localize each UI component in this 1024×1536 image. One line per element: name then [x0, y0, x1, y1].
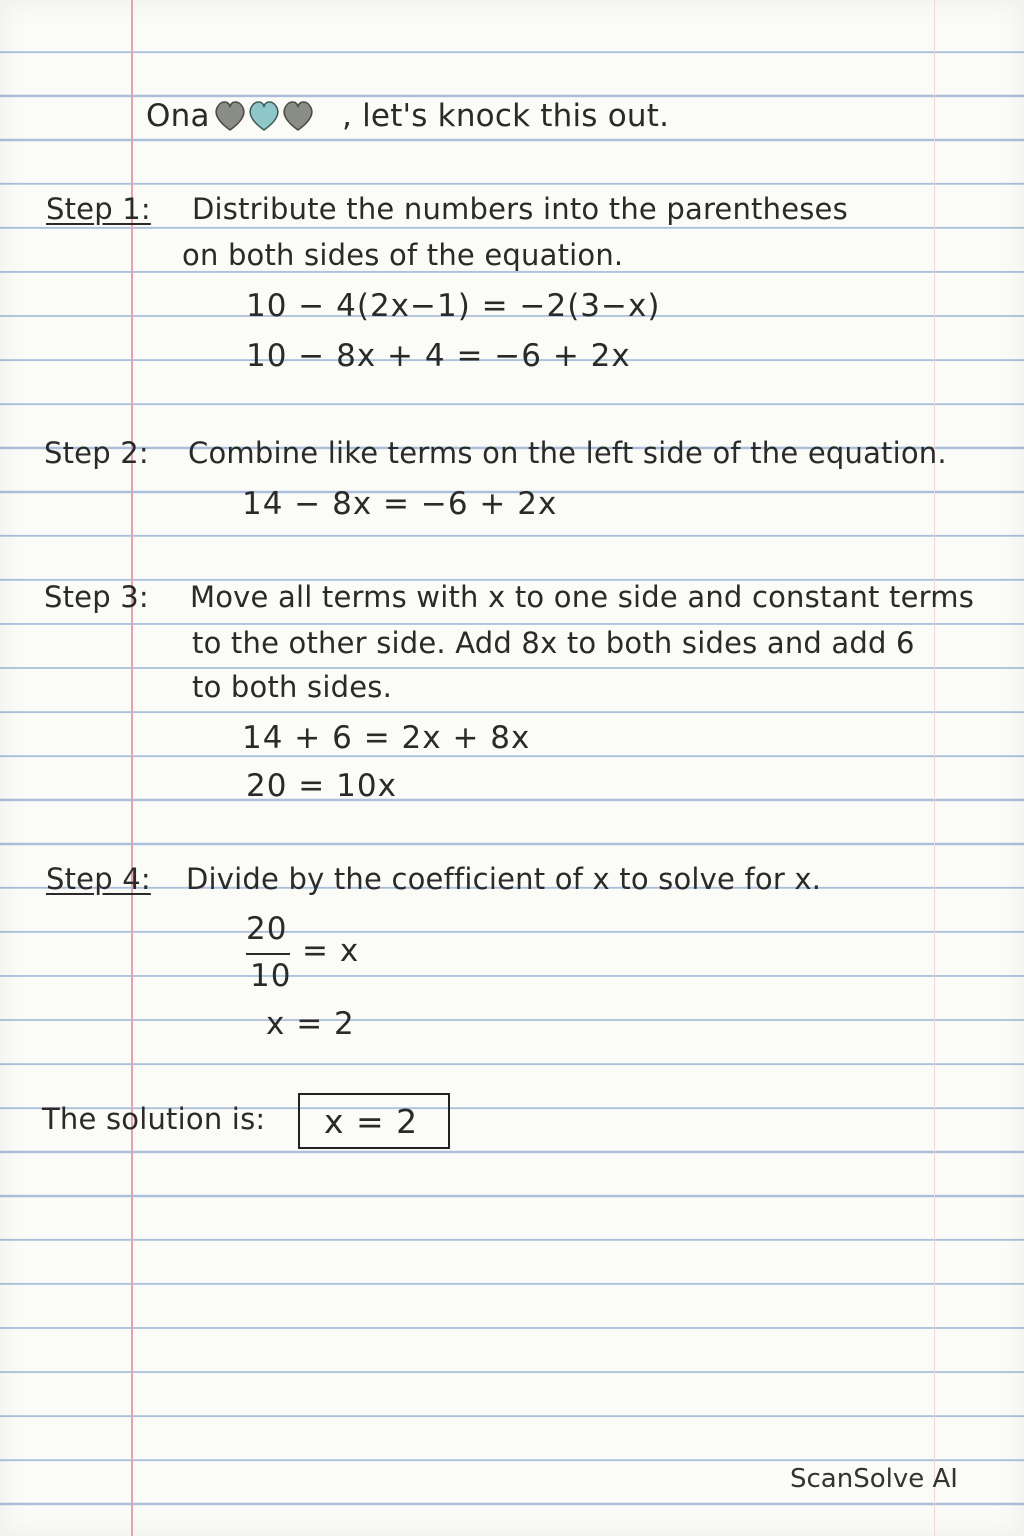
step-3-line-2: to the other side. Add 8x to both sides and add 6 — [192, 626, 915, 660]
fraction-bar — [246, 953, 290, 955]
greeting-name: Ona — [146, 98, 210, 134]
step-1-line-2: on both sides of the equation. — [182, 238, 624, 272]
step-4-line-1: Divide by the coefficient of x to solve for x. — [186, 862, 822, 896]
hearts-icon — [212, 96, 352, 136]
fraction-numerator: 20 — [246, 911, 288, 947]
step-1-label: Step 1: — [46, 192, 151, 226]
step-3-equation-2: 20 = 10x — [246, 768, 397, 804]
step-2-label: Step 2: — [44, 436, 149, 470]
margin-line — [131, 0, 133, 1536]
step-2-line-1: Combine like terms on the left side of the equation. — [188, 436, 947, 470]
fraction-rhs: = x — [302, 933, 360, 969]
step-4-equation-1: x = 2 — [266, 1006, 355, 1042]
solution-answer: x = 2 — [324, 1102, 419, 1141]
right-margin-line — [934, 0, 935, 1536]
step-3-line-1: Move all terms with x to one side and constant terms — [190, 580, 975, 614]
step-1-line-1: Distribute the numbers into the parentheses — [192, 192, 848, 226]
fraction-denominator: 10 — [250, 958, 292, 994]
greeting-text: , let's knock this out. — [342, 98, 670, 134]
step-3-label: Step 3: — [44, 580, 149, 614]
step-3-equation-1: 14 + 6 = 2x + 8x — [242, 720, 531, 756]
step-3-line-3: to both sides. — [192, 670, 392, 704]
step-4-label: Step 4: — [46, 862, 151, 896]
step-1-equation-1: 10 − 4(2x−1) = −2(3−x) — [246, 288, 661, 324]
brand-watermark: ScanSolve AI — [790, 1464, 958, 1494]
step-1-equation-2: 10 − 8x + 4 = −6 + 2x — [246, 338, 631, 374]
solution-label: The solution is: — [42, 1102, 266, 1136]
step-2-equation-1: 14 − 8x = −6 + 2x — [242, 486, 558, 522]
